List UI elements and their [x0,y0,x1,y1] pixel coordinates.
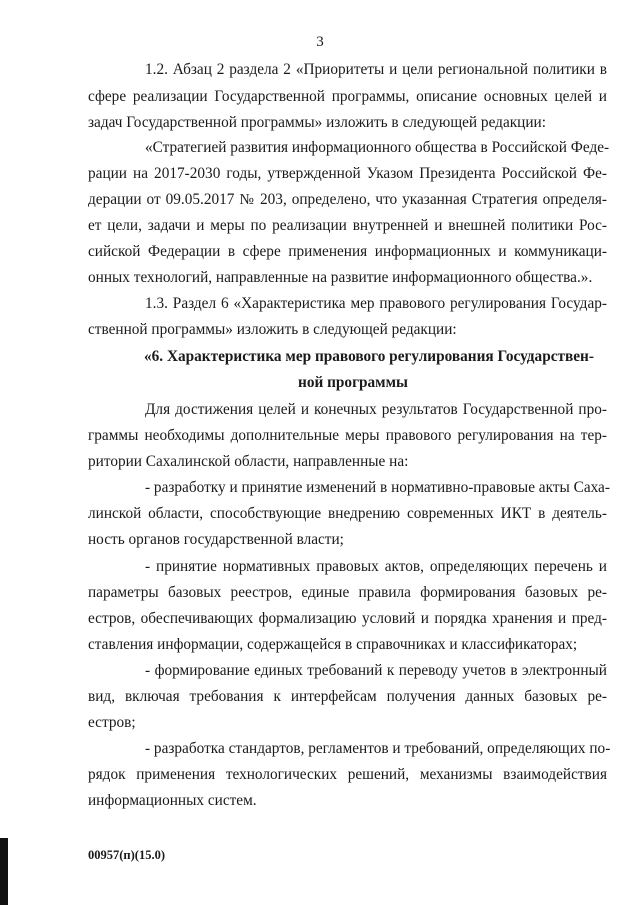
list-item: - принятие нормативных правовых актов, определяющих перечень и [145,558,607,575]
text-line: естров; [88,714,136,731]
text-line: ственной программы» изложить в следующей редакции: [88,321,457,338]
list-item: - формирование единых требований к переводу учетов в электронный [145,662,607,679]
text-line: 1.2. Абзац 2 раздела 2 «Приоритеты и цели региональной политики в [145,61,607,78]
scan-margin-mark [0,838,8,905]
text-line: ставления информации, содержащейся в справочниках и классификаторах; [88,636,578,653]
text-line: вид, включая требования к интерфейсам получения данных базовых ре- [88,688,607,705]
text-line: информационных систем. [88,792,257,809]
text-line: линской области, способствующие внедрению современных ИКТ в деятель- [88,505,607,522]
text-line: параметры базовых реестров, единые правила формирования базовых ре- [88,584,607,601]
page-number: 3 [316,34,324,50]
document-code: 00957(п)(15.0) [88,848,165,862]
text-line: сфере реализации Государственной программы, описание основных целей и [88,88,607,105]
text-line: сийской Федерации в сфере применения информационных и коммуникаци- [88,243,607,260]
text-line: Для достижения целей и конечных результатов Государственной про- [145,401,607,418]
section-heading: «6. Характеристика мер правового регулирования Государствен- [144,348,594,365]
text-line: ет цели, задачи и меры по реализации внутренней и внешней политики Рос- [88,217,607,234]
text-line: рядок применения технологических решений, механизмы взаимодействия [88,766,607,783]
text-line: «Стратегией развития информационного общества в Российской Феде- [145,139,610,156]
section-heading: ной программы [298,374,408,391]
list-item: - разработку и принятие изменений в нормативно-правовые акты Саха- [145,479,610,496]
text-line: дерации от 09.05.2017 № 203, определено, что указанная Стратегия определя- [88,191,607,208]
text-line: ность органов государственной власти; [88,531,344,548]
text-line: рации на 2017-2030 годы, утвержденной Указом Президента Российской Фе- [88,165,607,182]
text-line: граммы необходимы дополнительные меры правового регулирования на тер- [88,427,607,444]
text-line: онных технологий, направленные на развитие информационного общества.». [88,269,593,286]
list-item: - разработка стандартов, регламентов и требований, определяющих по- [145,740,611,757]
text-line: задач Государственной программы» изложить в следующей редакции: [88,114,546,131]
text-line: 1.3. Раздел 6 «Характеристика мер правового регулирования Государ- [145,295,607,312]
text-line: ритории Сахалинской области, направленные на: [88,453,409,470]
text-line: естров, обеспечивающих формализацию условий и порядка хранения и пред- [88,610,607,627]
